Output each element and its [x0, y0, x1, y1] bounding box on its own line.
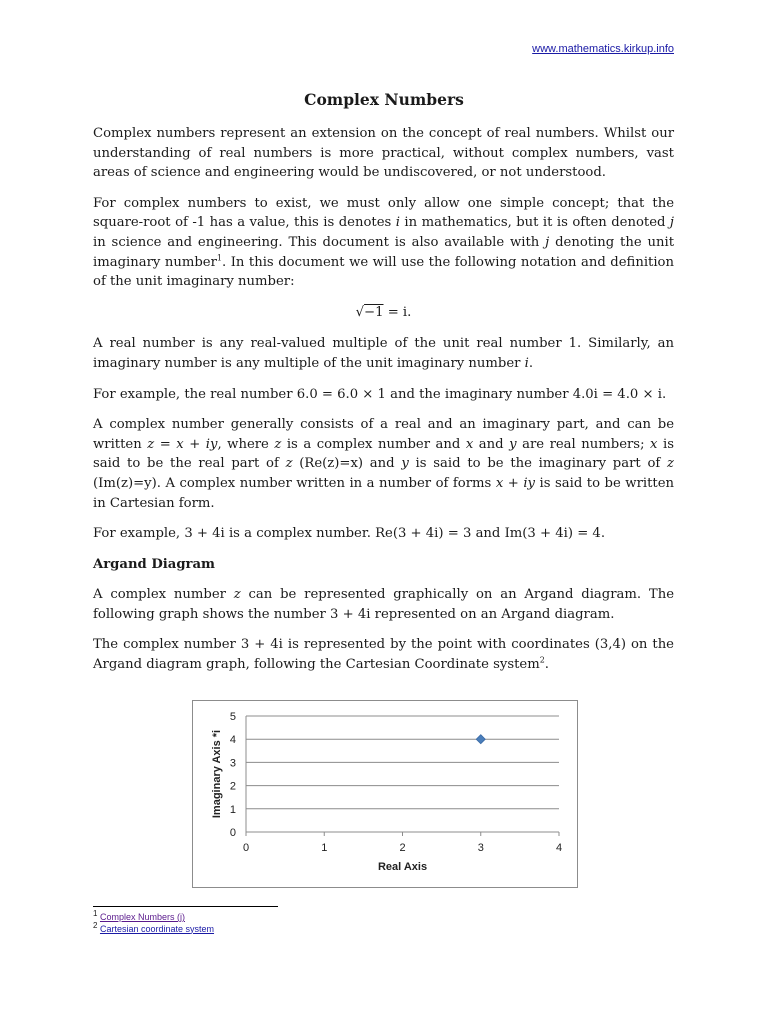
footnote-link-complex-numbers-j[interactable]: Complex Numbers (j)	[99, 912, 185, 922]
section-heading-argand: Argand Diagram	[93, 556, 216, 572]
x-tick-label-1: 1	[321, 842, 328, 854]
y-tick-label-1: 1	[229, 803, 236, 816]
y-tick-label-4: 4	[229, 734, 236, 747]
y-tick-label-5: 5	[229, 711, 236, 723]
data-point-3-4	[476, 735, 485, 744]
paragraph-argand-intro: A complex number z can be represented graphically on an Argand diagram. The following graph shows the number 3 + 4i represented on an Argand diagram.	[93, 587, 675, 622]
document-body	[93, 124, 674, 686]
paragraph-example-2: For example, 3 + 4i is a complex number. Re(3 + 4i) = 3 and Im(3 + 4i) = 4.	[93, 526, 606, 542]
argand-diagram-svg	[193, 701, 577, 887]
paragraph-example-1: For example, the real number 6.0 = 6.0 × 1 and the imaginary number 4.0i = 4.0 × i.	[93, 386, 667, 402]
paragraph-concept: For complex numbers to exist, we must only allow one simple concept; that the square-root of -1 has a value, this is denotes i in mathematics, but it is often denoted j in science and engineering. This document is also available with j denoting the unit imaginary number$^1$. In this document we will use the following notation and definition of the unit imaginary number:	[93, 195, 674, 290]
footnote-divider	[93, 906, 278, 907]
equation-sqrt-minus-one: √−1 = i.	[355, 304, 412, 320]
footnotes	[93, 909, 215, 935]
x-tick-label-3: 3	[477, 842, 484, 854]
x-tick-label-2: 2	[399, 842, 406, 854]
x-tick-label-0: 0	[242, 842, 250, 854]
x-axis-title: Real Axis	[377, 861, 428, 873]
paragraph-argand-point: The complex number 3 + 4i is represented by the point with coordinates (3,4) on the Argand diagram graph, following the Cartesian Coordinate system$^2$.	[93, 637, 674, 673]
x-tick-label-4: 4	[555, 842, 563, 854]
page-title: Complex Numbers	[304, 90, 464, 109]
footnote-ref-2[interactable]: 2	[539, 655, 545, 665]
y-axis-title: Imaginary Axis *i	[211, 729, 223, 819]
paragraph-real-imaginary: A real number is any real-valued multiple of the unit real number 1. Similarly, an imaginary number is any multiple of the unit imaginary number i.	[93, 336, 674, 371]
footnote-1: $^1$ Complex Numbers (j)	[93, 909, 185, 922]
paragraph-intro: Complex numbers represent an extension on the concept of real numbers. Whilst our understanding of real numbers is more practical, without complex numbers, vast areas of science and engineering would be undiscovered, or not understood.	[93, 126, 674, 181]
y-tick-label-3: 3	[229, 757, 236, 770]
y-tick-label-2: 2	[229, 780, 236, 793]
paragraph-complex-definition: A complex number generally consists of a real and an imaginary part, and can be written z = x + iy, where z is a complex number and x and y are real numbers; x is said to be the real part of z (Re(z)=x) and y is said to be the imaginary part of z (Im(z)=y). A complex number written in a number of forms x + iy is said to be written in Cartesian form.	[93, 417, 674, 511]
y-tick-label-0: 0	[229, 827, 236, 839]
footnote-link-cartesian[interactable]: Cartesian coordinate system	[99, 923, 215, 934]
footnote-ref-1[interactable]: 1	[216, 253, 222, 263]
argand-diagram-chart	[192, 700, 578, 888]
header-website-link[interactable]: www.mathematics.kirkup.info	[532, 43, 674, 55]
footnote-2: $^2$ Cartesian coordinate system	[93, 920, 215, 934]
